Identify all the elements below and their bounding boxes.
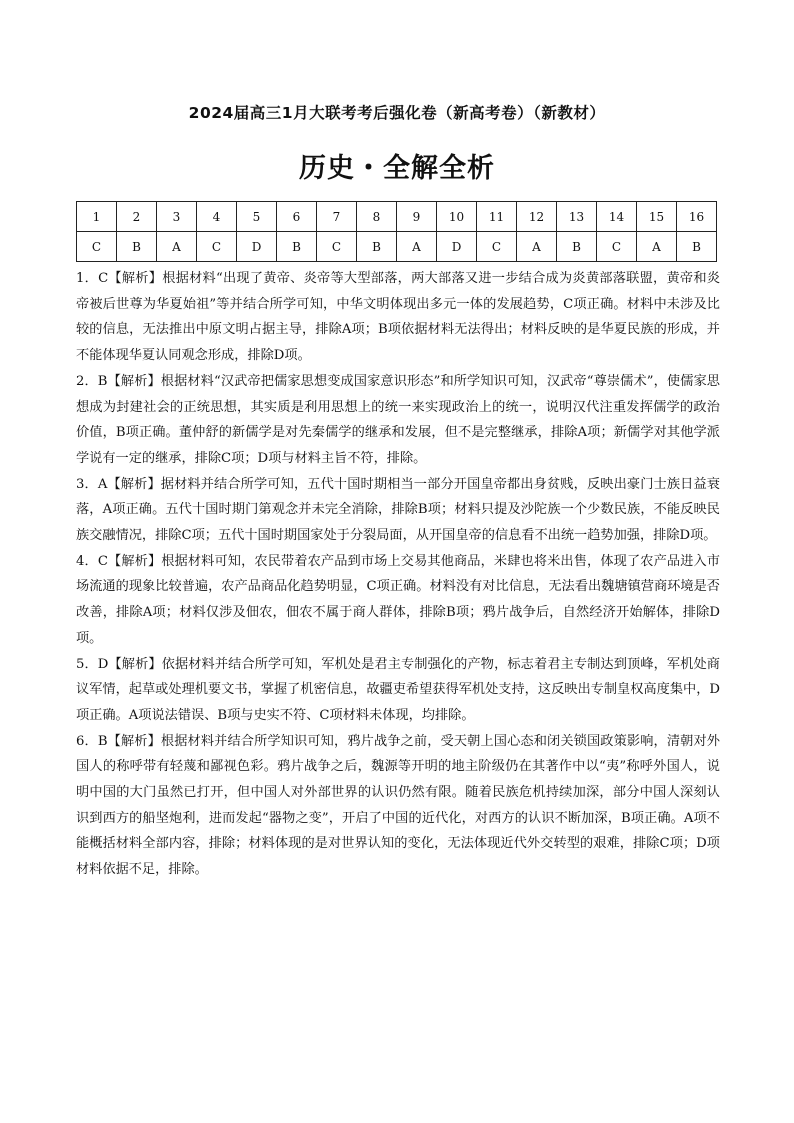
answer-cell: C <box>197 232 237 262</box>
answer-cell: D <box>437 232 477 262</box>
answer-cell: A <box>517 232 557 262</box>
explanation-2: 2．B【解析】根据材料“汉武帝把儒家思想变成国家意识形态”和所学知识可知，汉武帝“尊崇儒术”，使儒家思想成为封建社会的正统思想，其实质是利用思想上的统一来实现政治上的统一，说明汉代注重发挥儒学的政治价值，B项正确。董仲舒的新儒学是对先秦儒学的继承和发展，但不是完整继承，排除A项；新儒学对其他学派学说有一定的继承，排除C项；D项与材料主旨不符，排除。 <box>76 373 720 466</box>
question-number-cell: 13 <box>557 202 597 232</box>
answer-cell: C <box>477 232 517 262</box>
explanation-5: 5．D【解析】依据材料并结合所学可知，军机处是君主专制强化的产物，标志着君主专制达到顶峰，军机处商议军情，起草或处理机要文书，掌握了机密信息，故疆吏希望获得军机处支持，这反映出专制皇权高度集中，D项正确。A项说法错误、B项与史实不符、C项材料未体现，均排除。 <box>76 656 720 723</box>
answer-cell: A <box>157 232 197 262</box>
question-number-cell: 10 <box>437 202 477 232</box>
question-number-cell: 4 <box>197 202 237 232</box>
answer-cell: B <box>357 232 397 262</box>
question-number-cell: 9 <box>397 202 437 232</box>
question-number-cell: 2 <box>117 202 157 232</box>
answer-row <box>77 232 717 262</box>
answer-cell: C <box>597 232 637 262</box>
answer-cell: C <box>317 232 357 262</box>
explanation-3: 3．A【解析】据材料并结合所学可知，五代十国时期相当一部分开国皇帝都出身贫贱，反映出豪门士族日益衰落，A项正确。五代十国时期门第观念并未完全消除，排除B项；材料只提及沙陀族一个少数民族，不能反映民族交融情况，排除C项；五代十国时期国家处于分裂局面，从开国皇帝的信息看不出统一趋势加强，排除D项。 <box>76 476 720 544</box>
explanation-4: 4．C【解析】根据材料可知，农民带着农产品到市场上交易其他商品，米肆也将米出售，体现了农产品进入市场流通的现象比较普遍，农产品商品化趋势明显，C项正确。材料没有对比信息，无法看出魏塘镇营商环境是否改善，排除A项；材料仅涉及佃农，佃农不属于商人群体，排除B项；鸦片战争后，自然经济开始解体，排除D项。 <box>76 553 720 646</box>
question-number-cell: 1 <box>77 202 117 232</box>
answer-cell: B <box>117 232 157 262</box>
question-number-cell: 15 <box>637 202 677 232</box>
answer-key-table <box>76 201 717 262</box>
question-number-cell: 12 <box>517 202 557 232</box>
explanations <box>76 266 720 883</box>
question-number-cell: 7 <box>317 202 357 232</box>
explanation-1: 1．C【解析】根据材料“出现了黄帝、炎帝等大型部落，两大部落又进一步结合成为炎黄部落联盟，黄帝和炎帝被后世尊为华夏始祖”等并结合所学可知，中华文明体现出多元一体的发展趋势，C项正确。材料中未涉及比较的信息，无法推出中原文明占据主导，排除A项；B项依据材料无法得出；材料反映的是华夏民族的形成，并不能体现华夏认同观念形成，排除D项。 <box>76 271 720 364</box>
answer-cell: A <box>637 232 677 262</box>
question-number-cell: 8 <box>357 202 397 232</box>
question-number-cell: 14 <box>597 202 637 232</box>
answer-cell: C <box>77 232 117 262</box>
answer-cell: B <box>677 232 717 262</box>
answer-cell: D <box>237 232 277 262</box>
question-number-cell: 3 <box>157 202 197 232</box>
answer-cell: B <box>277 232 317 262</box>
question-number-cell: 5 <box>237 202 277 232</box>
document-subtitle: 2024届高三1月大联考考后强化卷（新高考卷）（新教材） <box>188 104 606 122</box>
document-title: 历史・全解全析 <box>299 153 495 184</box>
question-number-cell: 11 <box>477 202 517 232</box>
question-number-row <box>77 202 717 232</box>
answer-cell: B <box>557 232 597 262</box>
question-number-cell: 16 <box>677 202 717 232</box>
answer-cell: A <box>397 232 437 262</box>
question-number-cell: 6 <box>277 202 317 232</box>
explanation-6: 6．B【解析】根据材料并结合所学知识可知，鸦片战争之前，受天朝上国心态和闭关锁国政策影响，清朝对外国人的称呼带有轻蔑和鄙视色彩。鸦片战争之后，魏源等开明的地主阶级仍在其著作中以“夷”称呼外国人，说明中国的大门虽然已打开，但中国人对外部世界的认识仍然有限。随着民族危机持续加深，部分中国人深刻认识到西方的船坚炮利，进而发起“器物之变”，开启了中国的近代化，对西方的认识不断加深，B项正确。A项不能概括材料全部内容，排除；材料体现的是对世界认知的变化，无法体现近代外交转型的艰难，排除C项；D项材料依据不足，排除。 <box>76 733 720 878</box>
